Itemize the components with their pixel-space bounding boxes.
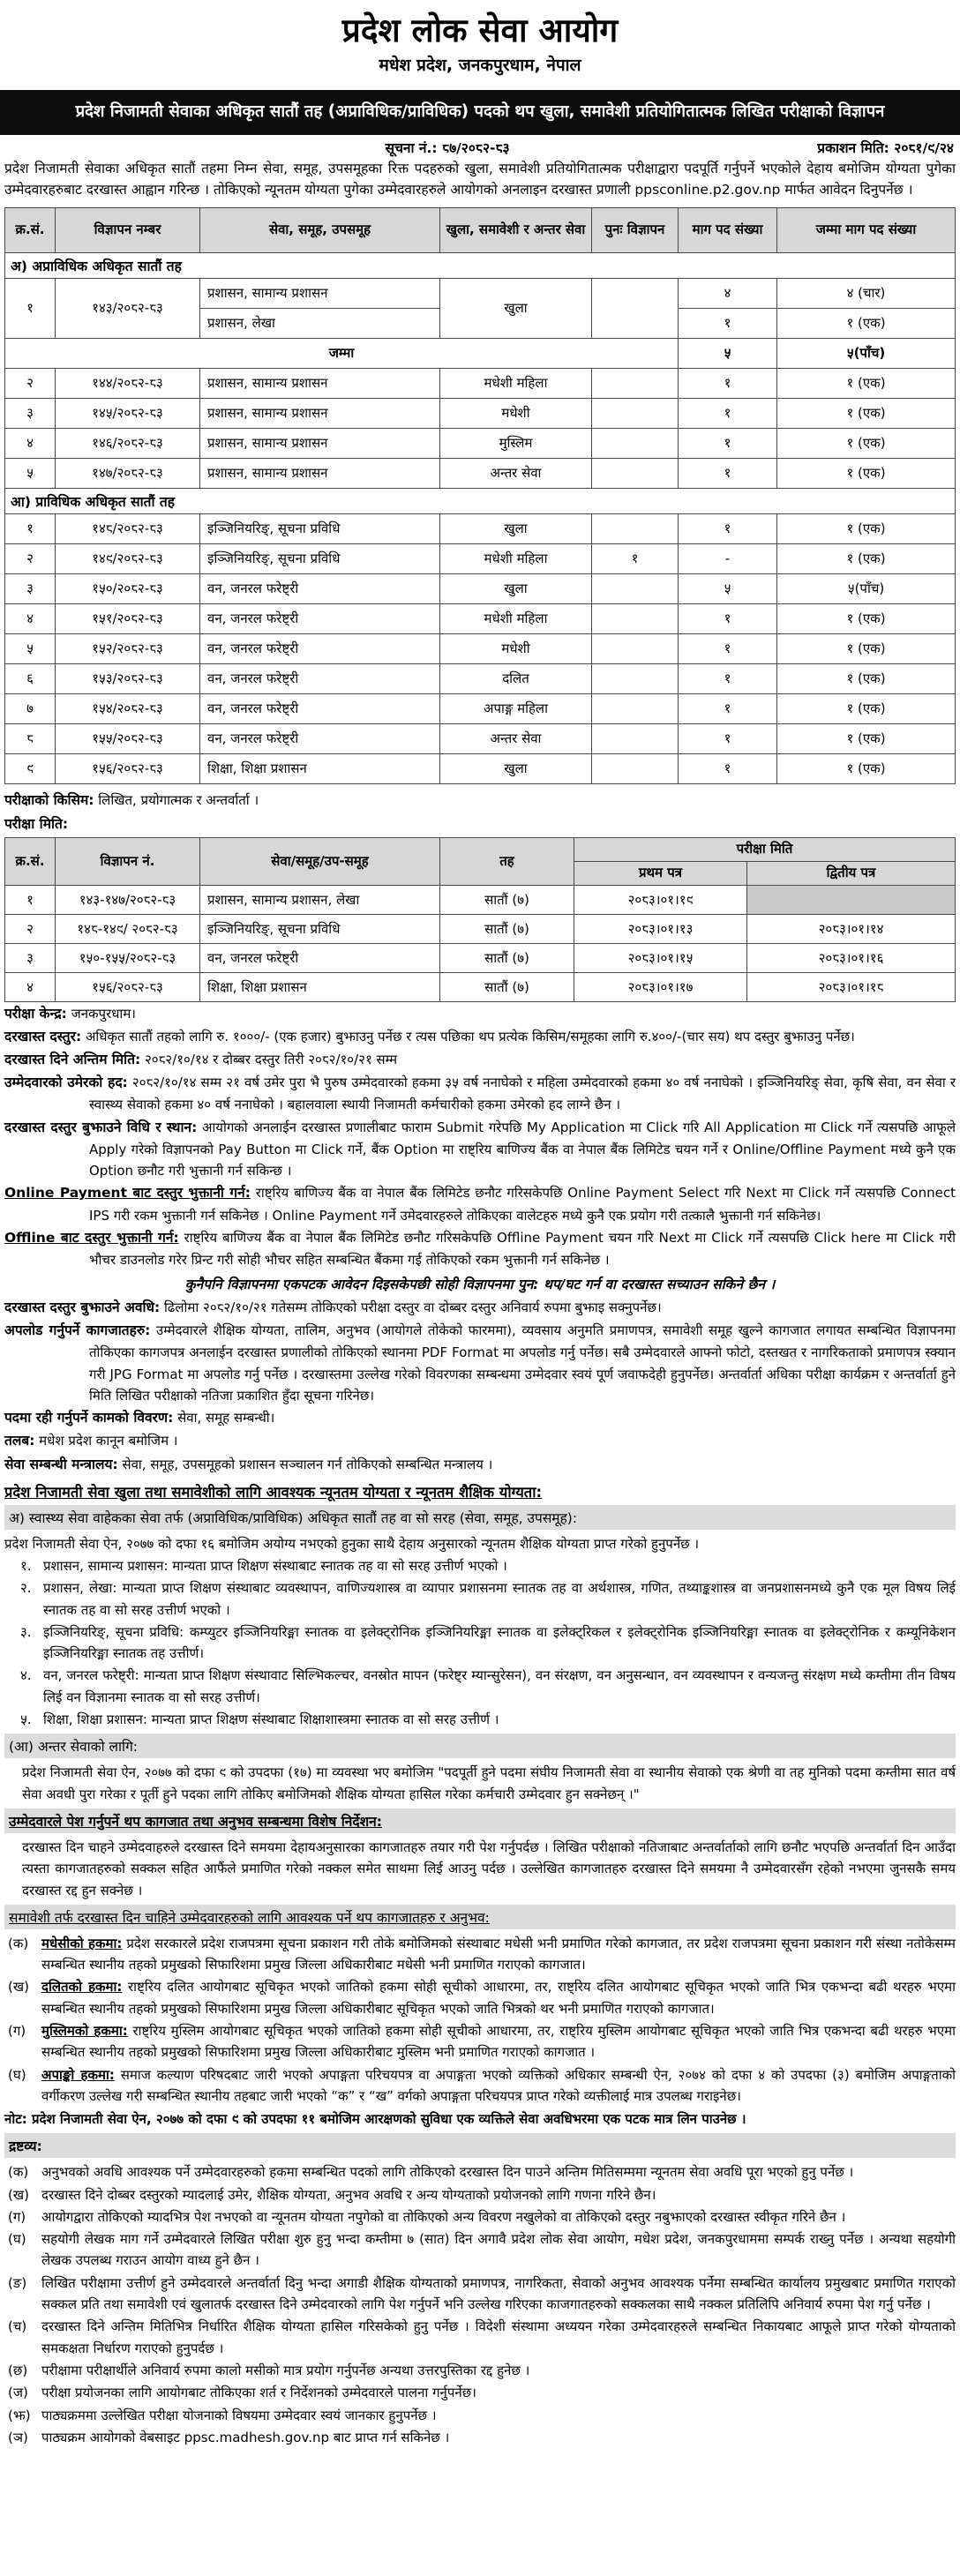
column-header: तह [440,838,574,886]
list-marker: (ञ) [8,2429,28,2445]
vacancy-cell [592,458,679,488]
vacancy-cell: १ (एक) [777,398,956,428]
exam-table-body [5,886,956,1002]
list-item [4,1665,956,1708]
list-item [4,1621,956,1665]
vacancy-cell: खुला [440,573,592,603]
info-label: Offline बाट दस्तुर भुक्तानी गर्न: [4,1229,179,1246]
vacancy-cell: १ [679,458,777,488]
vacancy-cell: प्रशासन, सामान्य प्रशासन [200,368,440,398]
vacancy-cell: १ [592,543,679,573]
list-item [4,2405,956,2426]
info-label: सेवा सम्बन्धी मन्त्रालय: [4,1456,118,1472]
list-item-text: शिक्षा, शिक्षा प्रशासन: मान्यता प्राप्त शिक्षण संस्थाबाट शिक्षाशास्त्रमा स्नातक वा सो सरह उत्तीर्ण । [43,1711,499,1728]
vacancy-cell: ४ [5,603,56,633]
list-item-lead: अपाङ्को हकमा: [41,2066,115,2083]
list-marker: (च) [8,2318,27,2335]
vacancy-cell: १ [679,723,777,753]
list-item-lead: मुस्लिमको हकमा: [41,2023,128,2040]
list-item-lead: दलितको हकमा: [41,1979,123,1996]
vacancy-cell: ७ [5,693,56,723]
exam-cell: सातौं (७) [440,886,574,915]
vacancy-cell: अन्तर सेवा [440,458,592,488]
exam-table-header [5,838,956,886]
list-item-text: अपाङ्को हकमा: समाज कल्याण परिषदबाट जारी भएको अपाङ्गता परिचयपत्र वा अपाङ्गता भएको व्यक्तिको अधिकार सम्बन्धी ऐन, २०७४ को दफा ४ को उपदफा (३) बमोजिम अपाङ्गताको वर्गीकरण उल्लेख गरी सम्बन्धित स्थानीय तहबाट जारी भएको “क” र “ख” वर्गको अपाङ्गता परिचयपत्र प्राप्त गरेको व्यक्तीलाई मात्र उपलब्ध गराइनेछ। [41,2066,956,2104]
list-item-text: सहयोगी लेखक माग गर्ने उम्मेदवारले लिखित परीक्षा शुरु हुनु भन्दा कम्तीमा ७ (सात) दिन अगावै प्रदेश लोक सेवा आयोग, मधेश प्रदेश, जनकपुरधाममा सम्पर्क राख्नु पर्नेछ । अन्यथा सहयोगी लेखक उपलब्ध गराउन आयोग वाध्य हुने छैन । [41,2231,956,2269]
vacancy-cell: वन, जनरल फरेष्ट्री [200,663,440,693]
list-item-text: मुस्लिमको हकमा: राष्ट्रिय मुस्लिम आयोगबाट सूचिकृत भएको जातिको हकमा सोही सूचीको आधारमा, तर, राष्ट्रिय मुस्लिम आयोगबाट सूचिकृत भएको जाति भित्र एकभन्दा बढी थरहरु भएमा सम्बन्धित स्थानीय तहको प्रमुखको सिफारिशमा प्रमुख जिल्ला अधिकारीबाट मुस्लिम भनी प्रमाणित गराएको कागजात । [41,2023,956,2061]
vacancy-cell: १ (एक) [777,368,956,398]
vacancy-cell: २ [5,543,56,573]
vacancy-cell: १५२/२०८२-८३ [56,633,200,663]
vacancy-row [5,428,956,458]
vacancy-cell: प्रशासन, सामान्य प्रशासन [200,458,440,488]
list [4,1555,956,1730]
vacancy-cell: मुस्लिम [440,428,592,458]
vacancy-cell: १ (एक) [777,753,956,783]
vacancy-cell: ३ [5,573,56,603]
list-item-text: आयोगद्वारा तोकिएको म्यादभित्र पेश नभएको वा न्यूनतम योग्यता नपुगेको वा तोकिएको अन्य विवरण नखुलेको वा तोकिएको दस्तुर नबुझाएको दरखास्त स्वीकृत गरिने छैन । [41,2208,846,2225]
vacancy-cell: १ (एक) [777,723,956,753]
vacancy-cell: १५४/२०८२-८३ [56,693,200,723]
exam-cell: २०८३।०१।१३ [574,915,747,944]
vacancy-cell: १४७/२०८२-८३ [56,458,200,488]
vacancy-row [5,603,956,633]
list-item [4,2206,956,2228]
list-item-text: इञ्जिनियरिङ्, सूचना प्रविधि: कम्प्युटर इञ्जिनियरिङ्मा स्नातक वा इलेक्ट्रोनिक इञ्जिनियरिङ्मा स्नातक वा इलेक्ट्रिकल र इलेक्ट्रोनिक इञ्जिनियरिङ्मा स्नातक वा इलेक्ट्रोनिक र कम्यूनिकेशन इञ्जिनियरिङ्मा स्नातक तह उत्तीर्ण। [43,1623,956,1662]
vacancy-cell: ५(पाँच) [777,573,956,603]
section-label: आ) प्राविधिक अधिकृत सातौं तह [5,488,956,513]
vacancy-cell: मधेशी महिला [440,603,592,633]
vacancy-cell: १ [5,278,56,338]
vacancy-row [5,543,956,573]
vacancy-cell: शिक्षा, शिक्षा प्रशासन [200,753,440,783]
list-marker: ३. [20,1623,32,1640]
vacancy-cell: प्रशासन, सामान्य प्रशासन [200,278,440,308]
exam-date-table [4,837,956,1002]
vacancy-row [5,633,956,663]
column-header: प्रथम पत्र [574,862,747,886]
exam-cell: २०८३।०१।१५ [574,944,747,973]
vacancy-row [5,723,956,753]
info-item: दरखास्त दस्तुर: अधिकृत सातौं तहको लागि रु. १०००/- (एक हजार) बुझाउनु पर्नेछ र त्यस पछिका थप प्रत्येक किसिम/समूहका लागि रु.४००/-(चार सय) थप दस्तुर बुझाउनु पर्नेछ। [4,1029,855,1045]
vacancy-row [5,693,956,723]
paragraph: दरखास्त दिन चाहने उम्मेदवाहरुले दरखास्त दिने समयमा देहायअनुसारका कागजातहरु तयार गरी पेश गर्नुपर्दछ । लिखित परीक्षाको नतिजाबाट अन्तर्वार्ताको लागि छनौट भएपछि अन्तर्वार्ता दिन आउँदा त्यस्ता कागजातहरुको सक्कल सहित आफैंले प्रमाणित गरेको नक्कल समेत साथमा लिई आउनु पर्दछ । उल्लेखित कागजातहरु दरखास्त दिने समयमा नै उम्मेदवारसँग रहेको नभएमा जुनसकै समय दरखास्त रद्द हुन सक्नेछ । [22,1838,956,1898]
vacancy-cell: १ [679,308,777,338]
column-header: क्र.सं. [5,838,56,886]
exam-cell: २०८३।०१।१९ [574,886,747,915]
vacancy-row [5,513,956,543]
vacancy-row [5,458,956,488]
list-item-text: परीक्षामा परीक्षार्थीले अनिवार्य रुपमा कालो मसीको मात्र प्रयोग गर्नुपर्नेछ अन्यथा उत्तरपुस्तिका रद्द हुनेछ । [41,2362,530,2378]
column-header: पुनः विज्ञापन [592,207,679,252]
list-item-text: दरखास्त दिने अन्तिम मितिभित्र निर्धारित शैक्षिक योग्यता हासिल गरिसकेको हुनु पर्नेछ । विदेशी संस्थामा अध्ययन गरेका उम्मेदवारहरुले सम्बन्धित निकायबाट आफूले प्राप्त गरेको योग्यताको समकक्षता निर्धारण गराएको हुनुपर्दछ । [41,2318,956,2356]
vacancy-cell: ८ [5,723,56,753]
list-item [4,2360,956,2381]
vacancy-cell: जम्मा [5,338,679,368]
vacancy-row [5,398,956,428]
list-item-text: दरखास्त दिने दोब्बर दस्तुरको म्यादलाई उमेर, शैक्षिक योग्यता, अनुभव अवधि र अन्य योग्यताको प्रयोजनको लागि गणना गरिने छैन। [41,2186,656,2203]
vacancy-table [4,207,956,784]
list [4,2161,956,2448]
exam-cell: १४८-१४९/ २०८२-८३ [56,915,200,944]
info-item: दरखास्त दस्तुर बुझाउने विधि र स्थान: आयोगको अनलाईन दरखास्त प्रणालीबाट फाराम Submit गरेपछि My Application मा Click गरि All Application मा Click गर्ने त्यसपछि आफूले Apply गरेको विज्ञापनको Pay Button मा Click गर्ने, बैंक Option मा राष्ट्रिय बाणिज्य बैंक वा नेपाल बैंक लिमिटेड चयन गर्ने र Online/Offline Payment मध्ये कुनै एक Option छनौट गरी भुक्तानी गर्न सकिन्छ । [4,1119,956,1179]
vacancy-cell: ५ [5,633,56,663]
info-item: अपलोड गर्नुपर्ने कागजातहरु: उम्मेदवारले शैक्षिक योग्यता, तालिम, अनुभव (आयोगले तोकेको फारममा), व्यवसाय अनुमति प्रमाणपत्र, समावेशी समूह खुल्ने कागजात लगायत सम्बन्धित विज्ञापनमा तोकिएका कागजपत्र अनलाईन दरखास्त प्रणालीको तोकिएको स्थानमा PDF Format मा अपलोड गर्नु पर्नेछ। सबै उम्मेदवारले आफ्नो फोटो, दस्तखत र नागरिकताको प्रमाणपत्र स्क्यान गरी JPG Format मा अपलोड गर्नु पर्नेछ । दरखास्तमा उल्लेख गरेको विवरणका सम्बन्धमा उम्मेदवार स्वयं पूर्ण जवाफदेही हुनुपर्नेछ। अन्तर्वार्ता अधिका परीक्षा कार्यक्रम र अन्तर्वार्ता हुने मिति लिखित परीक्षाको नतिजा प्रकाशित हुँदा सूचना गरिनेछ। [4,1322,956,1404]
list-item-text: पाठ्यक्रममा उल्लेखित परीक्षा योजनाको विषयमा उम्मेदवार स्वयं जानकार हुनुपर्नेछ । [41,2407,437,2423]
vacancy-cell: १ [679,513,777,543]
list-marker: (क) [8,2164,29,2181]
vacancy-table-header [5,207,956,252]
vacancy-cell: १५१/२०८२-८३ [56,603,200,633]
exam-row [5,915,956,944]
vacancy-cell: ५(पाँच) [777,338,956,368]
exam-cell: १५६/२०८२-८३ [56,973,200,1002]
column-header: द्वितीय पत्र [747,862,956,886]
info-label: पदमा रही गर्नुपर्ने कामको विवरण: [4,1410,174,1427]
vacancy-cell: १ [679,368,777,398]
list-marker: (ज) [8,2385,28,2401]
vacancy-row [5,278,956,308]
highlight-heading: (आ) अन्तर सेवाको लागि: [4,1734,956,1758]
exam-row [5,973,956,1002]
vacancy-cell: १ (एक) [777,308,956,338]
vacancy-cell [592,368,679,398]
info-item: दरखास्त दिने अन्तिम मिति: २०८२/१०/१४ र दोब्बर दस्तुर तिरी २०८२/१०/२१ सम्म [4,1052,398,1068]
exam-cell: ३ [5,944,56,973]
exam-kind-label: परीक्षाको किसिम: [4,791,94,808]
column-header: खुला, समावेशी र अन्तर सेवा [440,207,592,252]
list-item [4,2427,956,2448]
vacancy-cell: १ [5,513,56,543]
exam-cell: सातौं (७) [440,973,574,1002]
vacancy-cell: १ [679,428,777,458]
vacancy-cell: ४ (चार) [777,278,956,308]
vacancy-cell [592,693,679,723]
vacancy-cell [592,398,679,428]
vacancy-cell: १ (एक) [777,603,956,633]
info-label: तलब: [4,1433,35,1449]
exam-kind-line [4,790,956,812]
list-marker: ४. [20,1667,32,1684]
list-item [4,2316,956,2359]
vacancy-cell: - [679,543,777,573]
vacancy-cell: दलित [440,663,592,693]
vacancy-cell [592,723,679,753]
list-marker: (क) [8,1935,29,1951]
vacancy-cell: ५ [679,573,777,603]
exam-date-heading: परीक्षा मिति: [4,815,69,832]
vacancy-cell: १ [679,398,777,428]
section-heading: प्रदेश निजामती सेवा खुला तथा समावेशीको लागि आवश्यक न्यूनतम योग्यता र न्यूनतम शैक्षिक योग्यता: [4,1483,543,1501]
list-marker: (ग) [8,2208,26,2225]
vacancy-cell [592,603,679,633]
table-row [5,207,956,252]
list-item-text: पाठ्यक्रम आयोगको वेबसाइट ppsc.madhesh.gov.np बाट प्राप्त गर्न सकिनेछ । [41,2429,450,2445]
vacancy-section-row [5,252,956,278]
vacancy-cell: वन, जनरल फरेष्ट्री [200,693,440,723]
exam-row [5,886,956,915]
exam-cell: सातौं (७) [440,915,574,944]
vacancy-cell: अन्तर सेवा [440,723,592,753]
vacancy-row [5,573,956,603]
vacancy-row [5,368,956,398]
list-marker: ५. [20,1711,32,1728]
vacancy-cell: १५५/२०८२-८३ [56,723,200,753]
vacancy-cell: वन, जनरल फरेष्ट्री [200,573,440,603]
vacancy-cell: वन, जनरल फरेष्ट्री [200,723,440,753]
list-marker: (ख) [8,2186,29,2203]
info-item: Online Payment बाट दस्तुर भुक्तानी गर्न: राष्ट्रिय बाणिज्य बैंक वा नेपाल बैंक लिमिटेड छनौट गरिसकेपछि Online Payment Select गरि Next मा Click गर्ने त्यसपछि Connect IPS गरी रकम भुक्तानी गर्न सकिनेछ । Online Payment गर्ने उमेदवारहरुले तोकिएका वालेटहरु मध्ये कुनै एक प्रयोग गरी तत्कालै भुक्तानी गर्न सकिनेछ। [4,1185,956,1224]
exam-cell: २०८३।०१।१६ [747,944,956,973]
vacancy-cell [592,663,679,693]
vacancy-cell: अपाङ्ग महिला [440,693,592,723]
list-marker: (घ) [8,2231,26,2248]
vacancy-cell: १ [679,663,777,693]
vacancy-cell [592,633,679,663]
vacancy-cell: मधेशी महिला [440,543,592,573]
exam-cell: २ [5,915,56,944]
info-label: दरखास्त दिने अन्तिम मिति: [4,1052,141,1068]
exam-cell: १५०-१५५/२०८२-८३ [56,944,200,973]
vacancy-cell: प्रशासन, सामान्य प्रशासन [200,428,440,458]
paragraph: प्रदेश निजामती सेवा ऐन, २०७७ को दफा १६ बमोजिम अयोग्य नभएको हुनुका साथै देहाय अनुसारको न्यूनतम शैक्षिक योग्यता प्राप्त गरेको हुनुपर्नेछ । [4,1535,700,1552]
vacancy-cell [592,573,679,603]
list-item [4,1976,956,2019]
table-row [5,838,956,862]
exam-cell: २०८३।०१।१४ [747,915,956,944]
column-header: विज्ञापन नं. [56,838,200,886]
highlight-heading: उम्मेदवारले पेश गर्नुपर्ने थप कागजात तथा अनुभव सम्बन्धमा विशेष निर्देशन: [4,1808,956,1833]
vacancy-cell: १४३/२०८२-८३ [56,278,200,338]
exam-cell: सातौं (७) [440,944,574,973]
exam-cell: इञ्जिनियरिङ्, सूचना प्रविधि [200,915,440,944]
info-label: परीक्षा केन्द्र: [4,1006,67,1022]
list-item-text: मधेसीको हकमा: प्रदेश सरकारले प्रदेश राजपत्रमा सूचना प्रकाशन गरी तोके बमोजिमको संस्थाबाट मधेसी भनी प्रमाणित गरेको कागजात, तर प्रदेश राजपत्रमा सूचना प्रकाशन गरी संस्था नतोकेसम्म सम्बन्धित स्थानीय तहको प्रमुखको सिफारिशमा प्रमुख जिल्ला अधिकारीबाट मधेसी भनी प्रमाणित गराएको कागजात। [41,1935,956,1973]
list-marker: (घ) [8,2066,26,2083]
vacancy-cell: मधेशी [440,398,592,428]
note-line: नोट: प्रदेश निजामती सेवा ऐन, २०७७ को दफा ९ को उपदफा ११ बमोजिम आरक्षणको सुविधा एक व्यक्तिले सेवा अवधिभरमा एक पटक मात्र लिन पाउनेछ । [4,2111,746,2128]
exam-cell: २०८३।०१।१७ [574,973,747,1002]
list-item [4,2161,956,2183]
list-marker: १. [20,1558,32,1574]
centered-notice: कुनैपनि विज्ञापनमा एकपटक आवेदन दिइसकेपछी सोही विज्ञापनमा पुन: थप/घट गर्न वा दरखास्त सच्याउन सकिने छैन । [184,1277,776,1293]
vacancy-cell: १५०/२०८२-८३ [56,573,200,603]
exam-cell: प्रशासन, सामान्य प्रशासन, लेखा [200,886,440,915]
vacancy-row [5,663,956,693]
list-item [4,1555,956,1576]
exam-kind-value: लिखित, प्रयोगात्मक र अन्तर्वार्ता । [98,791,259,808]
vacancy-cell: १५६/२०८२-८३ [56,753,200,783]
info-item: सेवा सम्बन्धी मन्त्रालय: सेवा, समूह, उपसमूहको प्रशासन सञ्चालन गर्न तोकिएको सम्बन्धित मन्त्रालय । [4,1456,493,1472]
column-header: जम्मा माग पद संख्या [777,207,956,252]
vacancy-cell: १ [679,693,777,723]
vacancy-row [5,338,956,368]
list-item-text: प्रशासन, लेखा: मान्यता प्राप्त शिक्षण संस्थाबाट व्यवस्थापन, वाणिज्यशास्त्र वा व्यापार प्रशासनमा स्नातक तह वा अर्थशास्त्र, गणित, तथ्याङ्कशास्त्र वा जनप्रशासनमध्ये कुनै एक मूल विषय लिई स्नातक तह वा सो सरह उत्तीर्ण भएको । [43,1580,956,1618]
vacancy-cell: मधेशी महिला [440,368,592,398]
highlight-heading: समावेशी तर्फ दरखास्त दिन चाहिने उम्मेदवारहरुको लागि आवश्यक पर्ने थप कागजातहरु र अनुभव: [4,1905,956,1929]
vacancy-cell: ९ [5,753,56,783]
exam-cell: १ [5,886,56,915]
vacancy-cell: वन, जनरल फरेष्ट्री [200,633,440,663]
exam-cell: वन, जनरल फरेष्ट्री [200,944,440,973]
info-label: दरखास्त दस्तुर: [4,1029,82,1045]
page-subtitle: मधेश प्रदेश, जनकपुरधाम, नेपाल [379,56,581,76]
vacancy-cell [592,753,679,783]
list-item-text: अनुभवको अवधि आवश्यक पर्ने उम्मेदवारहरुको हकमा सम्बन्धित पदको लागि तोकिएको दरखास्त दिन पाउने अन्तिम मितिसम्ममा न्यूनतम सेवा अवधि पूरा भएको हुनु पर्नेछ । [41,2164,854,2181]
exam-cell: १४३-१४७/२०८२-८३ [56,886,200,915]
column-header: माग पद संख्या [679,207,777,252]
vacancy-cell: ५ [679,338,777,368]
publication-date: प्रकाशन मिति: २०८१/९/२४ [817,139,954,156]
page-title: प्रदेश लोक सेवा आयोग [341,11,619,49]
list-item [4,2382,956,2403]
vacancy-cell: १ (एक) [777,428,956,458]
highlight-heading: अ) स्वास्थ्य सेवा वाहेकका सेवा तर्फ (अप्राविधिक/प्राविधिक) अधिकृत सातौं तह वा सो सरह (सेवा, समूह, उपसमूह): [4,1505,956,1530]
exam-cell: २०८३।०१।१८ [747,973,956,1002]
vacancy-cell: मधेशी [440,633,592,663]
info-item: तलब: मधेश प्रदेश कानून बमोजिम । [4,1433,178,1449]
vacancy-table-body [5,252,956,783]
list-item [4,1577,956,1621]
highlight-heading: द्रष्टव्य: [4,2133,956,2158]
vacancy-cell: ५ [5,458,56,488]
exam-cell: शिक्षा, शिक्षा प्रशासन [200,973,440,1002]
vacancy-cell [592,278,679,338]
list-item-lead: मधेसीको हकमा: [41,1935,123,1951]
vacancy-cell: ६ [5,663,56,693]
list-item-text: प्रशासन, सामान्य प्रशासन: मान्यता प्राप्त शिक्षण संस्थाबाट स्नातक तह वा सो सरह उत्तीर्ण भएको । [43,1558,507,1574]
vacancy-cell: २ [5,368,56,398]
vacancy-cell: खुला [440,753,592,783]
vacancy-cell: १४९/२०८२-८३ [56,543,200,573]
vacancy-cell: १४४/२०८२-८३ [56,368,200,398]
info-label: दरखास्त दस्तुर बुझाउने अवधि: [4,1299,161,1316]
list-item [4,2273,956,2316]
vacancy-cell: खुला [440,278,592,338]
list-marker: (ख) [8,1979,29,1996]
vacancy-section-row [5,488,956,513]
info-item: पदमा रही गर्नुपर्ने कामको विवरण: सेवा, समूह सम्बन्धी। [4,1410,275,1427]
vacancy-cell: प्रशासन, लेखा [200,308,440,338]
info-item: Offline बाट दस्तुर भुक्तानी गर्न: राष्ट्रिय बाणिज्य बैंक वा नेपाल बैंक लिमिटेड छनौट गरिसकेपछि Offline Payment चयन गरि Next मा Click गर्ने त्यसपछि Click here मा Click गरी भौचर डाउनलोड गरेर प्रिन्ट गरी सोही भौचर सहित सम्बन्धित बैंकमा गई तोकिएको रकम भुक्तानी गर्न सकिनेछ । [4,1229,956,1268]
vacancy-cell: १ (एक) [777,513,956,543]
list-item [4,2228,956,2272]
vacancy-cell: १५३/२०८२-८३ [56,663,200,693]
info-item: परीक्षा केन्द्र: जनकपुरधाम। [4,1006,136,1022]
info-label: उम्मेदवारको उमेरको हद: [4,1075,128,1091]
vacancy-cell: १ [679,753,777,783]
info-label: अपलोड गर्नुपर्ने कागजातहरु: [4,1322,151,1339]
vacancy-cell [592,513,679,543]
vacancy-cell: १ (एक) [777,543,956,573]
list-marker: (ग) [8,2023,26,2040]
paragraph: प्रदेश निजामती सेवा ऐन, २०७७ को दफा ९ को उपदफा (१७) मा व्यवस्था भए बमोजिम "पदपूर्ती हुने पदमा संघीय निजामती सेवा वा स्थानीय सेवाको एक श्रेणी वा तह मुनिको पदमा कम्तीमा सात वर्ष सेवा अवधी पुरा गरेका र पूर्ती हुने पदका लागि तोकिए बमोजिमको शैक्षिक योग्यता हासिल गरेका कर्मचारी उम्मेदवार हुन सक्नेछन् ।" [22,1764,956,1802]
vacancy-cell: १ (एक) [777,663,956,693]
column-header: क्र.सं. [5,207,56,252]
info-label: Online Payment बाट दस्तुर भुक्तानी गर्न: [4,1185,251,1202]
vacancy-cell: इञ्जिनियरिङ्, सूचना प्रविधि [200,543,440,573]
intro-paragraph: प्रदेश निजामती सेवाका अधिकृत सातौं तहमा निम्न सेवा, समूह, उपसमूहका रिक्त पदहरुको खुला, समावेशी प्रतियोगितात्मक परीक्षाद्वारा पदपूर्ति गर्नुपर्ने भएकोले देहाय बमोजिम योग्यता पुगेका उम्मेदवारहरुबाट दरखास्त आह्वान गरिन्छ । तोकिएको न्यूनतम योग्यता पुगेका उम्मेदवारहरुले आयोगको अनलाइन दरखास्त प्रणाली ppsconline.p2.gov.np मार्फत आवेदन दिनुपर्नेछ । [4,160,956,198]
notice-number: सूचना नं.: ८७/२०८२-८३ [385,139,510,156]
document-body [4,1003,956,2448]
list-item [4,1933,956,1976]
list-item-text: वन, जनरल फरेष्ट्री: मान्यता प्राप्त शिक्षण संस्थावाट सिल्भिकल्चर, वनस्रोत मापन (फरेष्ट्र म्यान्सुरेसन), वन संरक्षण, वन अनुसन्धान, वन व्यवस्थापन र वन्यजन्तु संरक्षण मध्ये कम्तीमा तीन विषय लिई वन विज्ञानमा स्नातक वा सो सरह उत्तीर्ण। [43,1667,956,1705]
vacancy-cell: १ [679,633,777,663]
section-label: अ) अप्राविधिक अधिकृत सातौं तह [5,252,956,278]
vacancy-cell: १ [679,603,777,633]
exam-cell [747,886,956,915]
notice-meta-row [6,138,954,157]
vacancy-cell: १४५/२०८२-८३ [56,398,200,428]
column-header: सेवा/समूह/उप-समूह [200,838,440,886]
list [4,1933,956,2107]
vacancy-cell: १ (एक) [777,633,956,663]
list-item-text: परीक्षा प्रयोजनका लागि आयोगबाट तोकिएका शर्त र निर्देशनको उम्मेदवारले पालना गर्नुपर्नेछ। [41,2385,476,2401]
list-marker: (ङ) [8,2274,27,2291]
vacancy-cell: खुला [440,513,592,543]
vacancy-cell: ४ [679,278,777,308]
vacancy-cell: वन, जनरल फरेष्ट्री [200,603,440,633]
exam-cell: ४ [5,973,56,1002]
vacancy-cell: १ (एक) [777,693,956,723]
vacancy-row [5,753,956,783]
column-header: परीक्षा मिति [574,838,956,862]
info-label: दरखास्त दस्तुर बुझाउने विधि र स्थान: [4,1119,198,1135]
vacancy-cell: ३ [5,398,56,428]
vacancy-cell: १४६/२०८२-८३ [56,428,200,458]
list-item-text: लिखित परीक्षामा उत्तीर्ण हुने उम्मेदवारले अन्तर्वार्ता दिनु भन्दा अगाडी शैक्षिक योग्यताको प्रमाणपत्र, नागरिकता, सेवाको अनुभव आवश्यक पर्नेमा सम्बन्धित कार्यालय प्रमुखबाट प्रमाणित गराएको सक्कल प्रति तथा समावेशी एवं खुलातर्फ दरखास्त दिने उम्मेदवारको लागि पेश गर्नुपर्ने भनि उल्लेख गरिएका काजगातहरुको सक्कलका साथै नक्कल प्रतिलिपि अनिवार्य रुपमा पेश गर्नु पर्नेछ । [41,2274,956,2313]
list-item [4,1709,956,1730]
list-item [4,2064,956,2108]
list-marker: (झ) [8,2407,31,2423]
list-item [4,2184,956,2205]
list-item-text: दलितको हकमा: राष्ट्रिय दलित आयोगबाट सूचिकृत भएको जातिको हकमा सोही सूचीको आधारमा, तर, राष्ट्रिय दलित आयोगबाट सूचिकृत भएको जाति भित्र एकभन्दा बढी थरहरु भएमा सम्बन्धित स्थानीय तहको प्रमुखको सिफारिशमा प्रमुख जिल्ला अधिकारीबाट सूचिकृत भएको जाति भित्रको थर भनी प्रमाणित गराएको कागजात। [41,1979,956,2017]
list-item [4,2020,956,2063]
info-item: दरखास्त दस्तुर बुझाउने अवधि: ढिलोमा २०८२/१०/२१ गतेसम्म तोकिएको परीक्षा दस्तुर वा दोब्बर दस्तुर अनिवार्य रुपमा बुझाइ सक्नुपर्नेछ। [4,1299,662,1316]
vacancy-cell: इञ्जिनियरिङ्, सूचना प्रविधि [200,513,440,543]
column-header: विज्ञापन नम्बर [56,207,200,252]
info-item: उम्मेदवारको उमेरको हद: २०८२/१०/१४ सम्म २१ वर्ष उमेर पुरा भै पुरुष उम्मेदवारको हकमा ३५ वर्ष ननाघेको र महिला उम्मेदवारको हकमा ४० वर्ष ननाघेको । इञ्जिनियरिङ् सेवा, कृषि सेवा, वन सेवा र स्वास्थ्य सेवाको हकमा ४० वर्ष ननाघेको । बहालवाला स्थायी निजामती कर्मचारीको हकमा उमेरको हद लाग्ने छैन । [4,1075,956,1113]
vacancy-cell: १४८/२०८२-८३ [56,513,200,543]
list-marker: २. [20,1580,32,1597]
vacancy-cell: १ (एक) [777,458,956,488]
vacancy-cell: प्रशासन, सामान्य प्रशासन [200,398,440,428]
list-marker: (छ) [8,2362,28,2378]
exam-row [5,944,956,973]
vacancy-cell [592,428,679,458]
column-header: सेवा, समूह, उपसमूह [200,207,440,252]
vacancy-cell: ४ [5,428,56,458]
announcement-banner: प्रदेश निजामती सेवाका अधिकृत सातौं तह (अप्राविधिक/प्राविधिक) पदको थप खुला, समावेशी प्रतियोगितात्मक लिखित परीक्षाको विज्ञापन [0,90,960,134]
